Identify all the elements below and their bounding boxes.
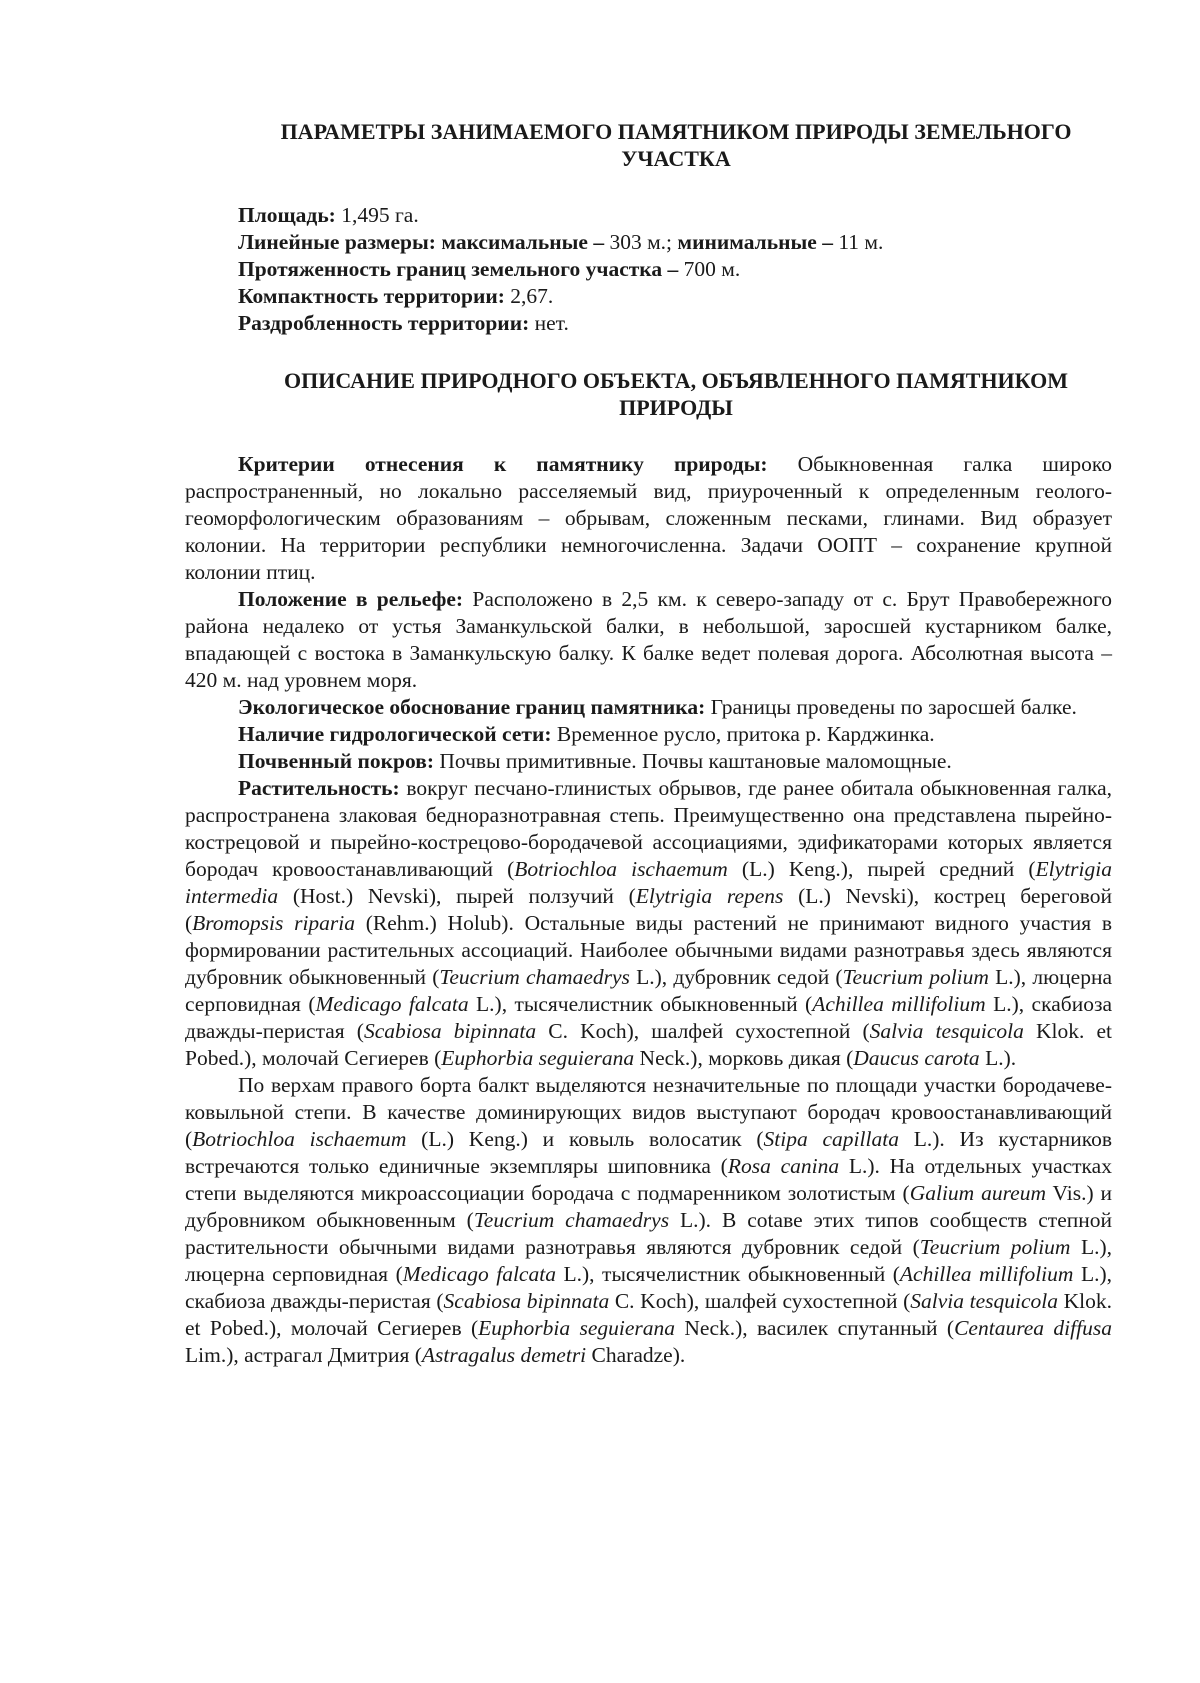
param-compactness-value: 2,67.	[504, 284, 554, 308]
param-area-label: Площадь:	[238, 203, 336, 227]
vegetation-text: (Host.) Nevski), пырей ползучий (	[278, 884, 636, 908]
upper-text: Charadze).	[586, 1343, 686, 1367]
species-name: Centaurea diffusa	[954, 1316, 1112, 1340]
criteria-label: Критерии отнесения к памятнику природы:	[238, 452, 768, 476]
criteria-text: Обыкновенная галка широко распространенный, но локально расселяемый вид, приуроченный к определенным геолого-геоморфологическим образованиям – обрывам, сложенным песками, глинами. Вид образует колонии. На территории республики немногочисленна. Задачи ООПТ – сохранение крупной колонии птиц.	[185, 452, 1112, 584]
species-name: Stipa capillata	[763, 1127, 899, 1151]
species-name: Teucrium polium	[842, 965, 989, 989]
species-name: Elytrigia repens	[635, 884, 784, 908]
species-name: Medicago falcata	[402, 1262, 556, 1286]
upper-text: Klok. et Pobed.), молочай Сегиерев (	[185, 1289, 1112, 1340]
hydrology-text: Временное русло, притока р. Карджинка.	[551, 722, 935, 746]
upper-text: C. Koch), шалфей сухостепной (	[609, 1289, 911, 1313]
species-name: Teucrium polium	[919, 1235, 1071, 1259]
species-name: Botriochloa ischaemum	[514, 857, 728, 881]
vegetation-text: (L.) Nevski), кострец береговой (	[185, 884, 1112, 935]
heading-description: ОПИСАНИЕ ПРИРОДНОГО ОБЪЕКТА, ОБЪЯВЛЕННОГО ПАМЯТНИКОМ ПРИРОДЫ	[284, 368, 1068, 420]
upper-text: Lim.), астрагал Дмитрия (	[185, 1343, 422, 1367]
species-name: Teucrium chamaedrys	[439, 965, 630, 989]
param-compactness	[238, 283, 1112, 310]
param-area	[238, 202, 1112, 229]
ecology-label: Экологическое обоснование границ памятника:	[238, 695, 706, 719]
vegetation-text: C. Koch), шалфей сухостепной (	[536, 1019, 870, 1043]
description-body	[185, 451, 1112, 1369]
species-name: Galium aureum	[909, 1181, 1046, 1205]
species-name: Euphorbia seguierana	[441, 1046, 635, 1070]
param-area-value: 1,495 га.	[335, 203, 419, 227]
upper-text: По верхам правого борта балкт выделяются незначительные по площади участки бородачеве-ковыльной степи. В качестве доминирующих видов выступают бородач кровоостанавливающий (	[185, 1073, 1112, 1151]
species-name: Achillea millifolium	[812, 992, 986, 1016]
upper-text: L.), скабиоза дважды-перистая (	[185, 1262, 1112, 1313]
param-compactness-label: Компактность территории:	[238, 284, 505, 308]
paragraph-hydrology	[185, 721, 1112, 748]
upper-text: Vis.) и дубровником обыкновенным (	[185, 1181, 1113, 1232]
relief-label: Положение в рельефе:	[238, 587, 464, 611]
param-fragmentation	[238, 310, 1112, 337]
species-name: Medicago falcata	[315, 992, 469, 1016]
species-name: Salvia tesquicola	[910, 1289, 1058, 1313]
vegetation-text: L.), дубровник седой (	[629, 965, 843, 989]
species-name: Astragalus demetri	[421, 1343, 587, 1367]
param-boundary-value: 700 м.	[678, 257, 741, 281]
species-name: Euphorbia seguierana	[478, 1316, 676, 1340]
soil-label: Почвенный покров:	[238, 749, 434, 773]
species-name: Bromopsis riparia	[192, 911, 356, 935]
vegetation-label: Растительность:	[238, 776, 400, 800]
vegetation-text: L.), скабиоза дважды-перистая (	[185, 992, 1112, 1043]
vegetation-text: L.), люцерна серповидная (	[185, 965, 1112, 1016]
vegetation-text: Klok. et Pobed.), молочай Сегиерев (	[185, 1019, 1112, 1070]
paragraph-vegetation	[185, 775, 1112, 1072]
species-name: Scabiosa bipinnata	[363, 1019, 537, 1043]
vegetation-text: Neck.), морковь дикая (	[634, 1046, 854, 1070]
species-name: Daucus carota	[853, 1046, 980, 1070]
param-linear	[238, 229, 1112, 256]
heading-parameters: ПАРАМЕТРЫ ЗАНИМАЕМОГО ПАМЯТНИКОМ ПРИРОДЫ ЗЕМЕЛЬНОГО УЧАСТКА	[280, 119, 1072, 171]
upper-text: L.), люцерна серповидная (	[185, 1235, 1112, 1286]
paragraph-relief	[185, 586, 1112, 694]
upper-text: (L.) Keng.) и ковыль волосатик (	[406, 1127, 764, 1151]
soil-text: Почвы примитивные. Почвы каштановые маломощные.	[434, 749, 952, 773]
param-linear-label-min: минимальные –	[677, 230, 833, 254]
vegetation-text: (L.) Keng.), пырей средний (	[727, 857, 1036, 881]
species-name: Teucrium chamaedrys	[473, 1208, 670, 1232]
param-fragmentation-label: Раздробленность территории:	[238, 311, 530, 335]
upper-text: L.). На отдельных участках степи выделяются микроассоциации бородача с подмаренником золотистым (	[185, 1154, 1112, 1205]
species-name: Scabiosa bipinnata	[443, 1289, 610, 1313]
vegetation-text: L.), тысячелистник обыкновенный (	[468, 992, 813, 1016]
ecology-text: Границы проведены по заросшей балке.	[705, 695, 1077, 719]
param-boundary-label: Протяженность границ земельного участка –	[238, 257, 679, 281]
paragraph-soil	[185, 748, 1112, 775]
param-boundary	[238, 256, 1112, 283]
paragraph-upper-slope	[185, 1072, 1112, 1369]
param-linear-value-max: 303 м.;	[604, 230, 678, 254]
document-content	[185, 118, 1112, 1369]
species-name: Achillea millifolium	[899, 1262, 1074, 1286]
species-name: Rosa canina	[727, 1154, 840, 1178]
hydrology-label: Наличие гидрологической сети:	[238, 722, 552, 746]
vegetation-text: вокруг песчано-глинистых обрывов, где ранее обитала обыкновенная галка, распространена злаковая бедноразнотравная степь. Преимущественно она представлена пырейно-кострецовой и пырейно-кострецово-бородачевой ассоциациями, эдификаторами которых является бородач кровоостанавливающий (	[185, 776, 1112, 881]
upper-text: L.). Из кустарников встречаются только единичные экземпляры шиповника (	[185, 1127, 1112, 1178]
relief-text: Расположено в 2,5 км. к северо-западу от с. Брут Правобережного района недалеко от устья Заманкульской балки, в небольшой, заросшей кустарником балке, впадающей с востока в Заманкульскую балку. К балке ведет полевая дорога. Абсолютная высота – 420 м. над уровнем моря.	[185, 587, 1112, 692]
param-fragmentation-value: нет.	[529, 311, 569, 335]
upper-text: L.). В соtаве этих типов сообществ степной растительности обычными видами разнотравья являются дубровник седой (	[185, 1208, 1113, 1259]
param-linear-value-min: 11 м.	[832, 230, 884, 254]
vegetation-text: L.).	[979, 1046, 1017, 1070]
upper-text: Neck.), василек спутанный (	[675, 1316, 955, 1340]
param-linear-label-max: Линейные размеры: максимальные –	[238, 230, 605, 254]
upper-text: L.), тысячелистник обыкновенный (	[555, 1262, 900, 1286]
species-name: Botriochloa ischaemum	[192, 1127, 407, 1151]
species-name: Salvia tesquicola	[869, 1019, 1024, 1043]
parameters-block	[185, 202, 1112, 337]
paragraph-criteria	[185, 451, 1112, 586]
species-name: Elytrigia intermedia	[185, 857, 1112, 908]
paragraph-ecology	[185, 694, 1112, 721]
vegetation-text: (Rehm.) Holub). Остальные виды растений не принимают видного участия в формировании растительных ассоциаций. Наиболее обычными видами разнотравья здесь являются дубровник обыкновенный (	[185, 911, 1112, 989]
